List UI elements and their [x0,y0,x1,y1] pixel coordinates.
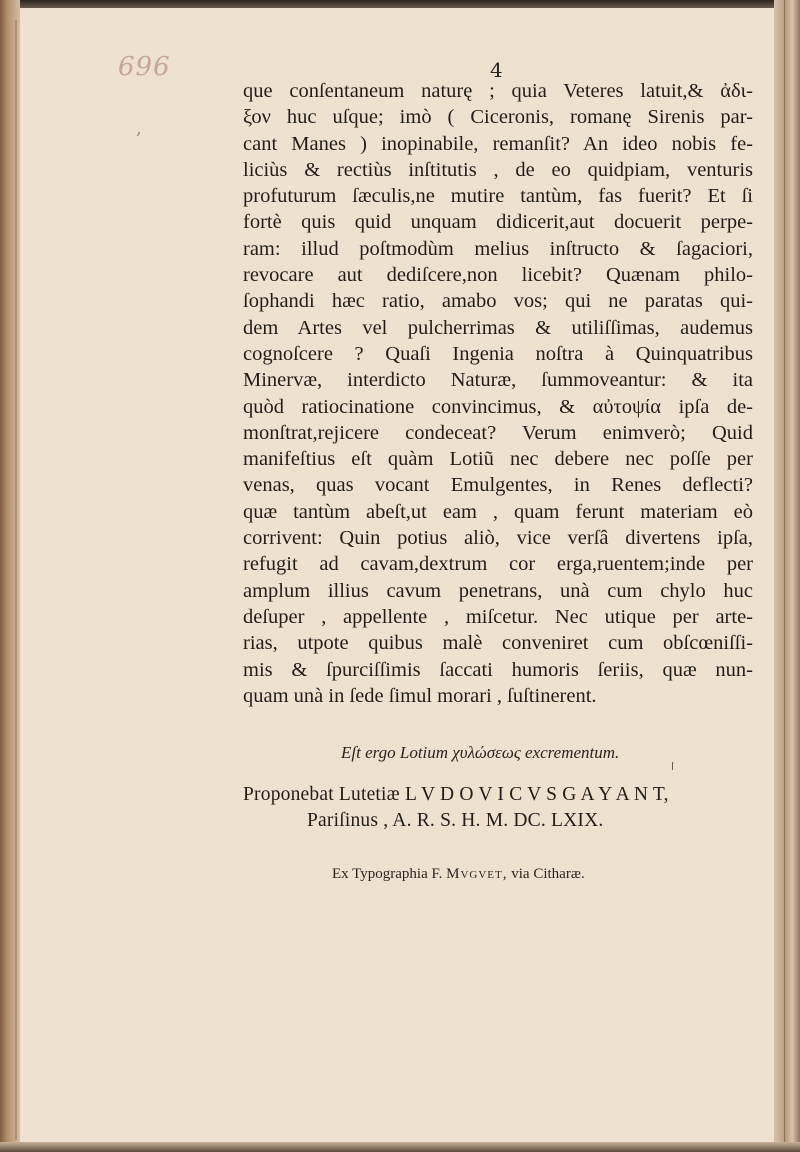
text-line: que conſentaneum naturę ; quia Veteres latuit,& ἀδι- [243,80,753,102]
imprint-line-author: Proponebat Lutetiæ L V D O V I C V S G A Y A N T, [243,784,669,805]
text-line: quam unà in ſede ſimul morari , ſuſtinerent. [243,684,597,707]
text-line: quæ tantùm abeſt,ut eam , quam ferunt materiam eò [243,500,753,523]
text-line: mis & ſpurciſſimis ſaccati humoris ſeriis, quæ nun- [243,658,753,681]
book-gutter [0,0,20,1152]
text-line: fortè quis quid unquam didicerit,aut docuerit perpe- [243,211,753,234]
text-line: manifeſtius eſt quàm Lotiũ nec debere nec poſſe per [243,448,753,471]
text-line: dem Artes vel pulcherrimas & utiliſſimas, audemus [243,316,753,339]
printer-prefix: Ex Typographia F. [332,866,443,882]
text-line: Minervæ, interdicto Naturæ, ſummoveantur: & ita [243,369,753,392]
conclusion-line: Eſt ergo Lotium χυλώσεως excrementum. [341,743,620,762]
text-line: ſophandi hæc ratio, amabo vos; qui ne paratas qui- [243,290,753,313]
text-line: amplum illius cavum penetrans, unà cum chylo huc [243,579,753,602]
gutter-line [15,20,17,1140]
text-line: refugit ad cavam,dextrum cor erga,ruentem;inde per [243,553,753,576]
text-line: monſtrat,rejicere condeceat? Verum enimverò; Quid [243,421,753,444]
text-line: rias, utpote quibus malè conveniret cum obſcœniſſi- [243,632,753,655]
text-line: profuturum ſæculis,ne mutire tantùm, fas fuerit? Et ſi [243,185,753,208]
handwritten-folio-number: 696 [118,52,171,82]
text-line: cognoſcere ? Quaſi Ingenia noſtra à Quinquatribus [243,342,753,365]
text-line: ξον huc uſque; imò ( Ciceronis, romanę Sirenis par- [243,106,753,129]
page-number: 4 [490,58,503,82]
text-line: quòd ratiocinatione convincimus, & αὐτοψία ipſa de- [243,395,753,418]
book-page-edges [774,0,800,1152]
printer-suffix: via Citharæ. [511,866,585,882]
ink-speck [672,762,673,770]
margin-mark: , [136,118,142,139]
book-bottom-edge [0,1142,800,1152]
body-text [243,78,753,709]
imprint-line-date: Pariſinus , A. R. S. H. M. DC. LXIX. [307,810,604,831]
page-edge-seam [784,0,785,1152]
text-line: liciùs & rectiùs inſtitutis , de eo quidpiam, venturis [243,158,753,181]
printer-line [332,866,585,883]
book-top-edge [0,0,800,8]
text-line: cant Manes ) inopinabile, remanſit? An ideo nobis fe- [243,132,753,155]
text-line: venas, quas vocant Emulgentes, in Renes deflecti? [243,474,753,497]
text-line: ram: illud poſtmodùm melius inſtructo & ſagaciori, [243,237,753,260]
text-line: corrivent: Quin potius aliò, vice verſâ divertens ipſa, [243,527,753,550]
text-line: deſuper , appellente , miſcetur. Nec utique per arte- [243,605,753,628]
imprint-block [243,782,773,834]
printer-name: Mvgvet, [446,866,508,882]
text-line: revocare aut dediſcere,non licebit? Quænam philo- [243,264,753,287]
